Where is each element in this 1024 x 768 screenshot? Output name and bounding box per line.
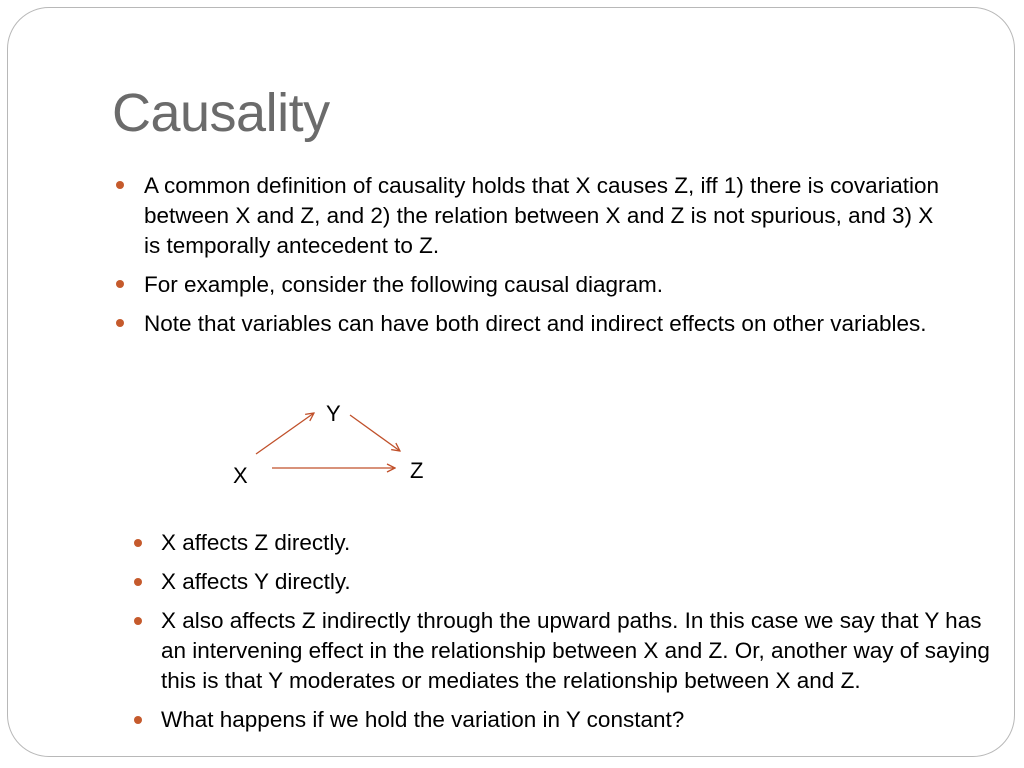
node-x: X xyxy=(233,463,248,488)
sub-bullet-list xyxy=(161,528,991,744)
bullet-icon xyxy=(134,716,142,724)
node-y: Y xyxy=(326,401,341,426)
bullet-item xyxy=(144,270,944,300)
bullet-item xyxy=(144,171,944,261)
main-bullet-list xyxy=(144,171,944,348)
bullet-text: X affects Z directly. xyxy=(161,530,351,555)
bullet-icon xyxy=(116,280,124,288)
bullet-item xyxy=(161,567,991,597)
bullet-text: X affects Y directly. xyxy=(161,569,351,594)
bullet-item xyxy=(161,528,991,558)
bullet-icon xyxy=(116,319,124,327)
bullet-icon xyxy=(116,181,124,189)
bullet-text: What happens if we hold the variation in Y constant? xyxy=(161,707,685,732)
arrow-y-to-z xyxy=(350,415,400,451)
slide-title: Causality xyxy=(112,83,330,143)
bullet-icon xyxy=(134,617,142,625)
causal-diagram xyxy=(200,395,460,500)
bullet-icon xyxy=(134,539,142,547)
bullet-item xyxy=(161,705,991,735)
bullet-icon xyxy=(134,578,142,586)
arrow-x-to-y xyxy=(256,413,314,454)
bullet-text: A common definition of causality holds that X causes Z, iff 1) there is covariation between X and Z, and 2) the relation between X and Z is not spurious, and 3) X is temporally antecedent to Z. xyxy=(144,173,939,258)
node-z: Z xyxy=(410,458,424,483)
bullet-item xyxy=(144,309,944,339)
bullet-item xyxy=(161,606,991,696)
bullet-text: X also affects Z indirectly through the upward paths. In this case we say that Y has an intervening effect in the relationship between X and Z. Or, another way of saying this is that Y moderates or mediates the relationship between X and Z. xyxy=(161,608,990,693)
bullet-text: Note that variables can have both direct and indirect effects on other variables. xyxy=(144,311,927,336)
bullet-text: For example, consider the following causal diagram. xyxy=(144,272,664,297)
